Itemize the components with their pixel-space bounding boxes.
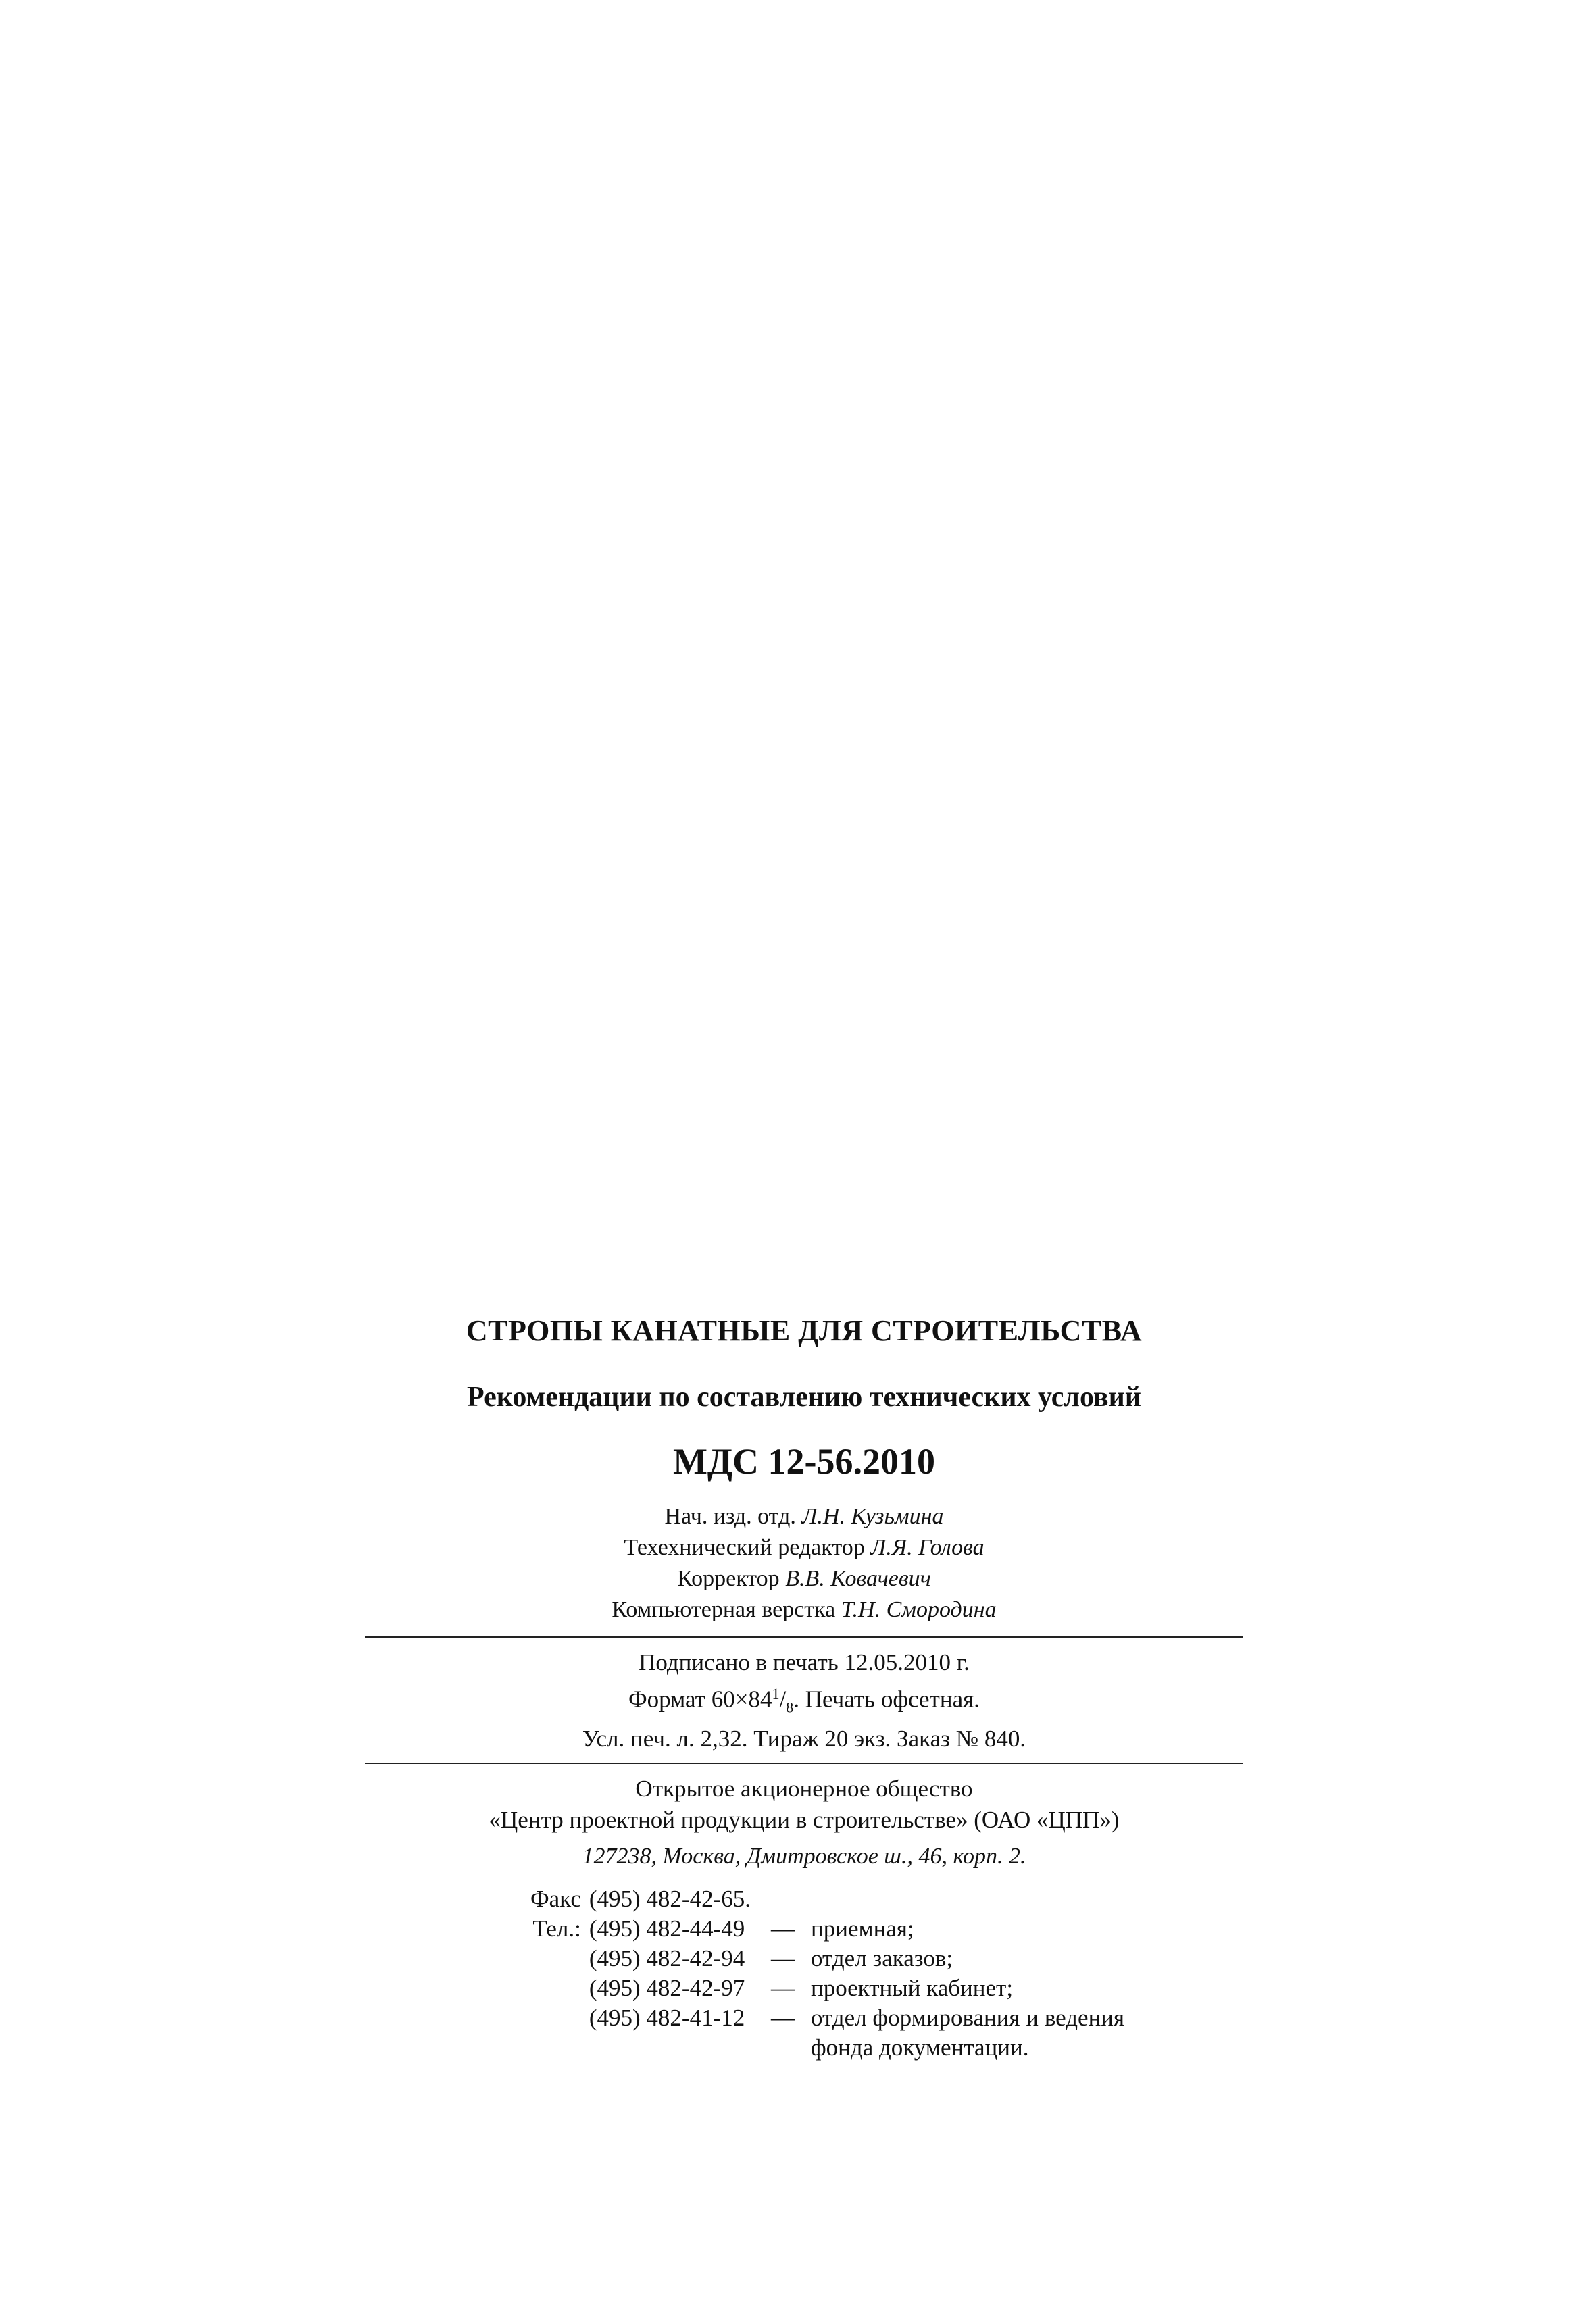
contact-desc: проектный кабинет;	[810, 1974, 1014, 2001]
contact-number: (495) 482-44-49	[589, 1915, 745, 1942]
publisher-address: 127238, Москва, Дмитровское ш., 46, корп. 2.	[582, 1843, 1026, 1869]
contact-label: Факс	[530, 1885, 581, 1912]
contact-row	[530, 1944, 1189, 1973]
contact-desc: отдел формирования и ведения фонда документации.	[810, 2004, 1125, 2061]
contact-dash: —	[770, 1915, 795, 1942]
format-prefix: Формат 60×84	[628, 1686, 772, 1713]
credit-line	[365, 1563, 1243, 1594]
contact-row	[530, 1914, 1189, 1944]
contact-number: (495) 482-41-12	[589, 2004, 745, 2031]
print-info-block	[365, 1647, 1243, 1755]
format-suffix: . Печать офсетная.	[793, 1686, 980, 1713]
contact-dash: —	[770, 1974, 795, 2001]
contact-desc	[811, 1884, 1189, 1914]
credit-role: Компьютерная верстка	[612, 1597, 836, 1622]
credit-line	[365, 1501, 1243, 1532]
credit-name: Т.Н. Смородина	[841, 1597, 997, 1622]
credit-role: Корректор	[677, 1566, 780, 1591]
document-code: МДС 12-56.2010	[672, 1441, 936, 1482]
contact-label	[530, 1973, 589, 2003]
contact-row	[530, 1884, 1189, 1914]
credit-role: Техехнический редактор	[624, 1535, 865, 1560]
contact-label	[530, 1944, 589, 1973]
publisher-line: Открытое акционерное общество	[635, 1775, 973, 1802]
print-format	[365, 1678, 1243, 1724]
colophon	[365, 1311, 1243, 2063]
document-subtitle: Рекомендации по составлению технических условий	[467, 1382, 1141, 1413]
contact-number: (495) 482-42-97	[589, 1974, 745, 2001]
credit-line	[365, 1532, 1243, 1563]
publisher-block	[365, 1774, 1243, 1836]
contact-number: (495) 482-42-65.	[589, 1885, 751, 1912]
contact-desc: приемная;	[810, 1915, 914, 1942]
credit-line	[365, 1594, 1243, 1626]
credit-name: Л.Я. Голова	[870, 1535, 984, 1560]
format-slash: /	[779, 1686, 787, 1713]
contacts-table	[530, 1884, 1189, 2063]
credit-name: Л.Н. Кузьмина	[801, 1504, 944, 1529]
print-volume: Усл. печ. л. 2,32. Тираж 20 экз. Заказ № 840.	[582, 1725, 1026, 1752]
contact-label	[530, 2003, 589, 2063]
contact-row	[530, 2003, 1189, 2063]
credits-block	[365, 1501, 1243, 1626]
divider-rule	[365, 1763, 1243, 1764]
contact-desc: отдел заказов;	[810, 1944, 953, 1971]
document-title: СТРОПЫ КАНАТНЫЕ ДЛЯ СТРОИТЕЛЬСТВА	[466, 1314, 1143, 1347]
contact-dash: —	[770, 2004, 795, 2031]
credit-name: В.В. Ковачевич	[785, 1566, 931, 1591]
format-sup: 1	[772, 1685, 780, 1702]
print-signed: Подписано в печать 12.05.2010 г.	[639, 1649, 970, 1676]
credit-role: Нач. изд. отд.	[664, 1504, 796, 1529]
contact-row	[530, 1973, 1189, 2003]
contact-label: Тел.:	[532, 1915, 581, 1942]
publisher-line: «Центр проектной продукции в строительстве» (ОАО «ЦПП»)	[489, 1806, 1120, 1833]
contact-dash	[771, 1884, 811, 1914]
contact-number: (495) 482-42-94	[589, 1944, 745, 1971]
divider-rule	[365, 1636, 1243, 1638]
format-sub: 8	[786, 1699, 794, 1716]
contact-dash: —	[770, 1944, 795, 1971]
